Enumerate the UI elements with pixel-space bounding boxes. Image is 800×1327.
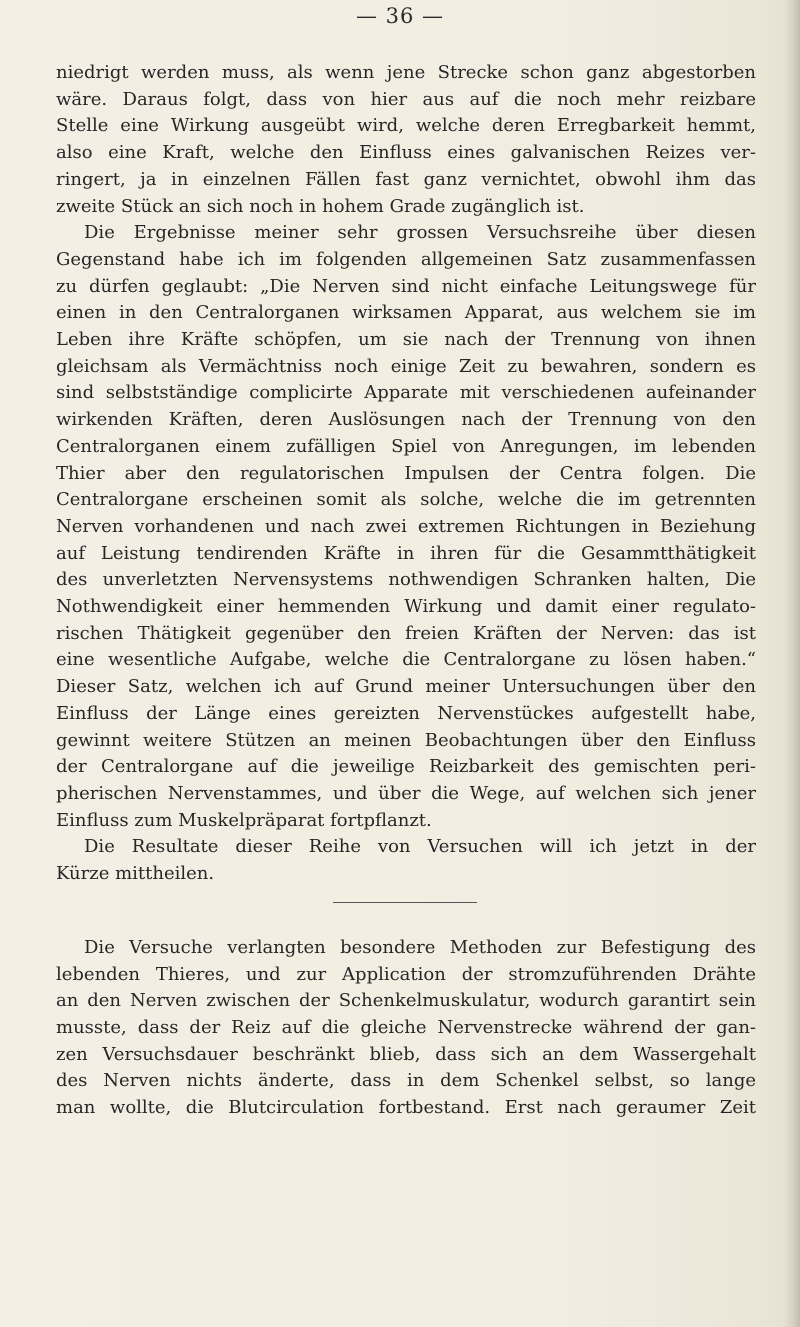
text-line: an den Nerven zwischen der Schenkelmuskulatur, wodurch garantirt sein (56, 990, 756, 1012)
text-line: Die Versuche verlangten besondere Methoden zur Befestigung des (84, 936, 756, 958)
paragraph-2 (56, 220, 756, 834)
text-line: zu dürfen geglaubt: „Die Nerven sind nicht einfache Leitungswege für (56, 275, 756, 297)
text-line: zen Versuchsdauer beschränkt blieb, dass sich an dem Wassergehalt (56, 1043, 756, 1065)
text-line: pherischen Nervenstammes, und über die Wege, auf welchen sich jener (56, 782, 756, 804)
text-line: des Nerven nichts änderte, dass in dem Schenkel selbst, so lange (56, 1070, 756, 1092)
text-line: Kürze mittheilen. (56, 863, 215, 885)
text-line: einen in den Centralorganen wirksamen Apparat, aus welchem sie im (56, 302, 756, 324)
text-line: Nothwendigkeit einer hemmenden Wirkung und damit einer regulato- (56, 596, 756, 618)
text-line: Centralorganen einem zufälligen Spiel von Anregungen, im lebenden (56, 435, 756, 457)
text-line: Gegenstand habe ich im folgenden allgemeinen Satz zusammenfassen (56, 248, 756, 270)
text-line: Stelle eine Wirkung ausgeübt wird, welche deren Erregbarkeit hemmt, (56, 115, 756, 137)
text-line: Einfluss zum Muskelpräparat fortpflanzt. (56, 809, 432, 831)
text-line: der Centralorgane auf die jeweilige Reizbarkeit des gemischten peri- (56, 756, 756, 778)
text-line: wirkenden Kräften, deren Auslösungen nach der Trennung von den (56, 409, 756, 431)
text-line: gewinnt weitere Stützen an meinen Beobachtungen über den Einfluss (56, 729, 756, 751)
paragraph-3 (56, 834, 756, 887)
text-line: Die Resultate dieser Reihe von Versuchen will ich jetzt in der (84, 836, 756, 858)
text-line: Thier aber den regulatorischen Impulsen der Centra folgen. Die (56, 462, 756, 484)
section-divider (333, 902, 477, 903)
text-line: zweite Stück an sich noch in hohem Grade zugänglich ist. (56, 195, 585, 217)
text-line: Dieser Satz, welchen ich auf Grund meiner Untersuchungen über den (56, 676, 756, 698)
text-line: Nerven vorhandenen und nach zwei extremen Richtungen in Beziehung (56, 515, 756, 537)
text-line: niedrigt werden muss, als wenn jene Strecke schon ganz abgestorben (56, 62, 756, 83)
text-line: des unverletzten Nervensystems nothwendigen Schranken halten, Die (56, 569, 756, 591)
text-line: auf Leistung tendirenden Kräfte in ihren für die Gesammtthätigkeit (56, 542, 756, 564)
text-line: sind selbstständige complicirte Apparate mit verschiedenen aufeinander (56, 382, 756, 404)
text-line: eine wesentliche Aufgabe, welche die Centralorgane zu lösen haben.“ (56, 649, 756, 671)
text-line: man wollte, die Blutcirculation fortbestand. Erst nach geraumer Zeit (56, 1097, 756, 1119)
text-line: Die Ergebnisse meiner sehr grossen Versuchsreihe über diesen (84, 222, 756, 244)
text-line: gleichsam als Vermächtniss noch einige Zeit zu bewahren, sondern es (56, 355, 756, 377)
paragraph-1 (56, 60, 756, 220)
paragraph-4 (56, 935, 756, 1122)
text-line: Leben ihre Kräfte schöpfen, um sie nach der Trennung von ihnen (56, 329, 756, 351)
text-line: Centralorgane erscheinen somit als solche, welche die im getrennten (56, 489, 756, 511)
text-line: wäre. Daraus folgt, dass von hier aus auf die noch mehr reizbare (56, 88, 756, 110)
text-line: rischen Thätigkeit gegenüber den freien Kräften der Nerven: das ist (56, 622, 756, 644)
text-line: Einfluss der Länge eines gereizten Nervenstückes aufgestellt habe, (56, 702, 756, 724)
text-line: lebenden Thieres, und zur Application der stromzuführenden Drähte (56, 963, 756, 985)
text-line: ringert, ja in einzelnen Fällen fast ganz vernichtet, obwohl ihm das (56, 168, 756, 190)
page-number: — 36 — (355, 4, 445, 28)
text-line: also eine Kraft, welche den Einfluss eines galvanischen Reizes ver- (56, 142, 756, 164)
page-edge-shadow (784, 0, 800, 1327)
body-text (56, 60, 756, 1122)
text-line: musste, dass der Reiz auf die gleiche Nervenstrecke während der gan- (56, 1016, 756, 1038)
